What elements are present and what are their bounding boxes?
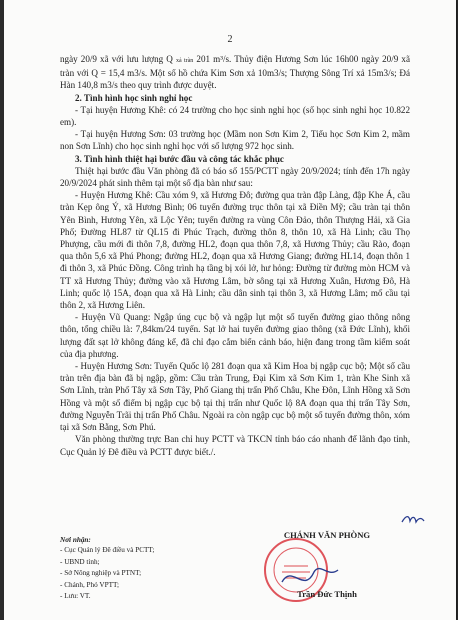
signature-title: CHÁNH VĂN PHÒNG <box>283 530 371 540</box>
recipient-item: - Chánh, Phó VPTT; <box>60 580 119 589</box>
recipients-block <box>60 535 210 603</box>
heading-damage: 3. Tình hình thiệt hại bước đầu và công tác khắc phục <box>75 153 284 164</box>
paragraph-damage-intro: Thiệt hại bước đầu Văn phòng đã có báo số 155/PCTT ngày 20/9/2024; tính đến 17h ngày 20/9/2024 phát sinh thêm tại một số địa bàn như sau: <box>60 165 410 189</box>
signature-flourish-mark <box>400 513 426 525</box>
recipient-item: - Cục Quản lý Đê điều và PCTT; <box>60 546 155 554</box>
signer-name: Trần Đức Thịnh <box>297 589 357 599</box>
paragraph-huong-khe-damage: - Huyện Hương Khê: Cầu xóm 9, xã Hương Đô; đường qua tràn đập Làng, đập Khe Á, cầu tràn Kẹp ông Ý, xã Hương Bình; 06 tuyến đường trục thôn tại xã Điền Mỹ; cầu tràn tại thôn Yên Bình, Hương Yên, xã Lộc Yên; tuyến đường ra vùng Côn Đảo, thôn Thượng Hải, xã Gia Phố; Đường HL87 từ QL15 đi Phúc Trạch, đường thôn 8, thôn 10, xã Hà Linh; cầu Thọ Phượng, cầu mới đi thôn 7,8, đường HL2, đoạn qua thôn 7,8, xã Hương Thủy; cầu Rào, đoạn qua thôn 5,6 xã Phú Phong; đường HL2, đoạn qua xã Hương Giang; đường HL14, đoạn thôn 1 đi thôn 3, xã Phúc Đồng. Công trình hạ tầng bị xói lở, hư hỏng: Đường từ đường mòn HCM và TT xã Hương Thủy; đường vào xã Hương Lâm, bờ sông tại xã Hương Xuân, Hương Đô, Hà Linh; quốc lộ 15A, đoạn qua xã Hà Linh; cầu dân sinh tại thôn 3, xã Hương Lâm; mố cầu tại thôn 2, xã Hương Liên. <box>60 190 410 311</box>
document-body <box>60 53 410 458</box>
paragraph-huong-son-damage: - Huyện Hương Sơn: Tuyến Quốc lộ 281 đoạn qua xã Kim Hoa bị ngập cục bộ; Một số cầu tràn trên địa bàn đã bị ngập, gồm: Cầu tràn Trung, Đại Kim xã Sơn Kim 1, tràn Khe Sinh xã Sơn Lĩnh, tràn Phố Tây xã Sơn Tây, Phố Giang thị trấn Phố Châu, Khe Đôn, Lĩnh Hồng xã Sơn Hồng và một số điểm bị ngập cục bộ tại thị trấn như Quốc lộ 8A đoạn qua thị trấn Tây Sơn, đường Nguyễn Trãi thị trấn Phố Châu. Ngoài ra còn ngập cục bộ một số tuyến đường thôn, xóm tại xã Sơn Bằng, Sơn Phú. <box>60 361 410 433</box>
paragraph-flow-discharge: ngày 20/9 xã với lưu lượng Q xả tràn 201 m³/s. Thủy điện Hương Sơn lúc 16h00 ngày 20/9 xã tràn với Q = 15,4 m3/s. Một số hồ chứa Kim Sơn xả 10m3/s; Thượng Sông Trí xả 15m3/s; Đá Hàn 140,8 m3/s theo quy trình được duyệt. <box>60 54 410 91</box>
paragraph-vu-quang-damage: - Huyện Vũ Quang: Ngập úng cục bộ và ngập lụt một số tuyến đường giao thông nông thôn, tổng chiều là: 7,84km/24 tuyến. Sạt lở hai tuyến đường giao thông (xã Đức Lĩnh), khối lượng đất sạt lở không đáng kể, đã chỉ đạo cắm biển cảnh báo, hiện đang trong tầm kiểm soát của địa phương. <box>60 312 410 359</box>
paragraph-huong-son-schools: - Tại huyện Hương Sơn: 03 trường học (Mầm non Sơn Kim 2, Tiểu học Sơn Kim 2, mầm non Sơn Lĩnh) cho học sinh nghỉ học với số lượng 972 học sinh. <box>60 129 410 152</box>
recipients-title: Nơi nhận: <box>60 536 91 544</box>
document-page <box>4 0 456 620</box>
paragraph-closing: Văn phòng thường trực Ban chỉ huy PCTT và TKCN tỉnh báo cáo nhanh để lãnh đạo tỉnh, Cục Quản lý Đê điều và PCTT được biết./. <box>60 434 410 457</box>
page-number: 2 <box>227 34 233 45</box>
recipient-item: - Sở Nông nghiệp và PTNT; <box>60 569 142 578</box>
recipient-item: - UBND tỉnh; <box>60 557 100 566</box>
recipient-item: - Lưu: VT. <box>60 592 91 601</box>
heading-students-absent: 2. Tình hình học sinh nghỉ học <box>75 92 193 103</box>
paragraph-huong-khe-schools: - Tại huyện Hương Khê: có 24 trường cho học sinh nghỉ học (số học sinh nghỉ học 10.822 em). <box>60 104 410 128</box>
signature-block <box>252 530 402 599</box>
